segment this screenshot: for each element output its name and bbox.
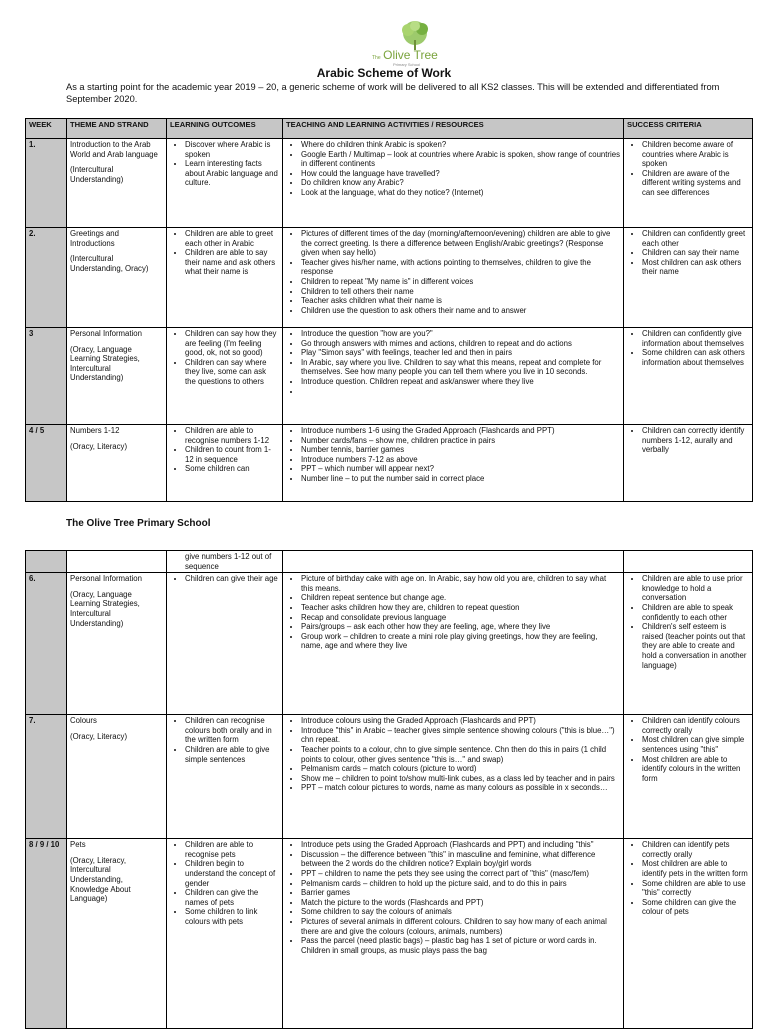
theme-cell (67, 139, 167, 228)
list-item: • Children can say how they are feeling (I'm feeling good, ok, not so good) (185, 329, 279, 358)
list-item: • Children can identify colours correctly orally (642, 716, 749, 735)
header-criteria: SUCCESS CRITERIA (624, 119, 753, 139)
header-week: WEEK (26, 119, 67, 139)
theme-cell (67, 551, 167, 573)
list-item: • PPT – which number will appear next? (301, 464, 620, 474)
week-cell: 6. (26, 573, 67, 715)
theme-strand: (Oracy, Language Learning Strategies, Intercultural Understanding) (70, 344, 140, 383)
logo-prefix: The (372, 55, 381, 61)
activities-list (286, 140, 620, 198)
activities-cell (283, 715, 624, 839)
criteria-cell (624, 425, 753, 502)
logo-brand: Olive Tree (383, 48, 438, 62)
theme-cell (67, 715, 167, 839)
outcomes-list (170, 229, 279, 277)
outcomes-list (170, 140, 279, 188)
list-item: • Children are aware of the different writing systems and can see differences (642, 169, 749, 198)
list-item: • Discussion – the difference between "this" in masculine and feminine, what difference between the 2 words do the children notice? Explain boy/girl words (301, 850, 620, 869)
outcomes-list (170, 426, 279, 474)
theme-title: Greetings and Introductions (70, 229, 119, 248)
list-item: • Some children can give the colour of pets (642, 898, 749, 917)
criteria-list (627, 329, 749, 367)
list-item: • Children can say where they live, some can ask the questions to others (185, 358, 279, 387)
week-cell: 8 / 9 / 10 (26, 839, 67, 1029)
outcomes-list (170, 574, 279, 584)
list-item: • Introduce numbers 7-12 as above (301, 455, 620, 465)
header-activities: TEACHING AND LEARNING ACTIVITIES / RESOURCES (283, 119, 624, 139)
table-row (26, 139, 753, 228)
theme-title: Personal Information (70, 329, 142, 338)
list-item: • Children to repeat "My name is" in different voices (301, 277, 620, 287)
criteria-cell (624, 839, 753, 1029)
header-theme: THEME AND STRAND (67, 119, 167, 139)
table-row (26, 839, 753, 1029)
table-row (26, 715, 753, 839)
activities-list (286, 229, 620, 315)
list-item: • Google Earth / Multimap – look at countries where Arabic is spoken, show range of countries in different continents (301, 150, 620, 169)
school-name: The Olive Tree Primary School (66, 518, 211, 529)
outcomes-cell (167, 425, 283, 502)
list-item: • Children to count from 1-12 in sequence (185, 445, 279, 464)
list-item: • Pictures of different times of the day (morning/afternoon/evening) children are able to give the correct greeting. Is there a difference between English/Arabic greetings? (Response given when say hello) (301, 229, 620, 258)
criteria-list (627, 840, 749, 917)
list-item: • Where do children think Arabic is spoken? (301, 140, 620, 150)
list-item: • Children to tell others their name (301, 287, 620, 297)
theme-strand: (Intercultural Understanding) (70, 165, 124, 184)
list-item: • Learn interesting facts about Arabic language and culture. (185, 159, 279, 188)
list-item: • Discover where Arabic is spoken (185, 140, 279, 159)
activities-cell (283, 328, 624, 425)
list-item: • Pelmanism cards – children to hold up the picture said, and to do this in pairs (301, 879, 620, 889)
outcomes-list (170, 840, 279, 926)
week-cell: 7. (26, 715, 67, 839)
list-item: • Children's self esteem is raised (teacher points out that they are able to create and hold a conversation in another language) (642, 622, 749, 670)
outcomes-cell (167, 328, 283, 425)
theme-strand: (Oracy, Language Learning Strategies, Intercultural Understanding) (70, 589, 140, 628)
criteria-list (627, 574, 749, 670)
outcomes-cell (167, 573, 283, 715)
theme-strand: (Oracy, Literacy) (70, 441, 128, 451)
list-item: • Picture of birthday cake with age on. In Arabic, say how old you are, children to say what this means. (301, 574, 620, 593)
list-item: • Teacher asks children how they are, children to repeat question (301, 603, 620, 613)
list-item: • Number cards/fans – show me, children practice in pairs (301, 436, 620, 446)
theme-title: Pets (70, 840, 86, 850)
list-item: • Children become aware of countries where Arabic is spoken (642, 140, 749, 169)
list-item: • Children are able to give simple sentences (185, 745, 279, 764)
outcomes-cell (167, 715, 283, 839)
list-item: • Children can recognise colours both orally and in the written form (185, 716, 279, 745)
table-row-continuation (26, 551, 753, 573)
activities-cell (283, 839, 624, 1029)
activities-cell (283, 551, 624, 573)
list-item: • Introduce numbers 1-6 using the Graded Approach (Flashcards and PPT) (301, 426, 620, 436)
week-cell: 2. (26, 228, 67, 328)
theme-cell (67, 573, 167, 715)
list-item: • Number line – to put the number said in correct place (301, 474, 620, 484)
list-item: • Children repeat sentence but change age. (301, 593, 620, 603)
list-item: • Children can give their age (185, 574, 279, 584)
table-row (26, 573, 753, 715)
criteria-cell (624, 715, 753, 839)
activities-cell (283, 573, 624, 715)
list-item: • Number tennis, barrier games (301, 445, 620, 455)
list-item: • Look at the language, what do they notice? (Internet) (301, 188, 620, 198)
activities-list (286, 574, 620, 651)
list-item: • Most children can give simple sentences using "this" (642, 735, 749, 754)
table-row (26, 228, 753, 328)
outcomes-cell (167, 228, 283, 328)
criteria-cell (624, 139, 753, 228)
table-header-row (26, 119, 753, 139)
activities-list (286, 840, 620, 955)
list-item: • PPT – children to name the pets they see using the correct part of "this" (masc/fem) (301, 869, 620, 879)
list-item: • Some children to say the colours of animals (301, 907, 620, 917)
list-item: • Some children can ask others information about themselves (642, 348, 749, 367)
theme-title: Colours (70, 716, 97, 726)
list-item: • Most children can ask others their name (642, 258, 749, 277)
list-item: • Pelmanism cards – match colours (picture to word) (301, 764, 620, 774)
page-title: Arabic Scheme of Work (316, 66, 452, 80)
list-item: • Children can correctly identify numbers 1-12, aurally and verbally (642, 426, 749, 455)
list-item: • Some children are able to use "this" correctly (642, 879, 749, 898)
list-item: • Most children are able to identify pets in the written form (642, 859, 749, 878)
theme-cell (67, 425, 167, 502)
scheme-table-page-1 (25, 118, 753, 502)
activities-list (286, 716, 620, 793)
theme-cell (67, 228, 167, 328)
criteria-cell (624, 328, 753, 425)
list-item: • Children can confidently greet each other (642, 229, 749, 248)
list-item: • Recap and consolidate previous language (301, 613, 620, 623)
theme-title: Introduction to the Arab World and Arab language (70, 140, 158, 159)
list-item: • How could the language have travelled? (301, 169, 620, 179)
theme-strand: (Oracy, Literacy) (70, 731, 128, 741)
activities-cell (283, 139, 624, 228)
list-item: • Children begin to understand the concept of gender (185, 859, 279, 888)
criteria-list (627, 140, 749, 198)
activities-list (286, 426, 620, 484)
outcomes-list (170, 329, 279, 387)
continuation-text: give numbers 1-12 out of sequence (185, 552, 272, 571)
week-cell: 1. (26, 139, 67, 228)
list-item: • Teacher asks children what their name is (301, 296, 620, 306)
list-item: • Children can give the names of pets (185, 888, 279, 907)
logo-wordmark (372, 48, 452, 62)
list-item: • Show me – children to point to/show multi-link cubes, as a class led by teacher and in pairs (301, 774, 620, 784)
list-item: • Barrier games (301, 888, 620, 898)
list-item: • Children are able to greet each other in Arabic (185, 229, 279, 248)
list-item: • Children use the question to ask others their name and to answer (301, 306, 620, 316)
list-item: • Teacher gives his/her name, with actions pointing to themselves, children to give the response (301, 258, 620, 277)
list-item: • Introduce the question "how are you?" (301, 329, 620, 339)
theme-strand: (Oracy, Literacy, Intercultural Understanding, Knowledge About Language) (70, 855, 131, 904)
list-item: • Introduce colours using the Graded Approach (Flashcards and PPT) (301, 716, 620, 726)
activities-list (286, 329, 620, 396)
criteria-cell (624, 573, 753, 715)
scheme-table-page-2 (25, 550, 753, 1029)
activities-cell (283, 425, 624, 502)
list-item: • Go through answers with mimes and actions, children to repeat and do actions (301, 339, 620, 349)
list-item: • Some children can (185, 464, 279, 474)
list-item: • Introduce "this" in Arabic – teacher gives simple sentence showing colours ("this is blue…") chn repeat. (301, 726, 620, 745)
list-item: • PPT – match colour pictures to words, name as many colours as possible in x seconds… (301, 783, 620, 793)
list-item: • Children are able to say their name and ask others what their name is (185, 248, 279, 277)
activities-cell (283, 228, 624, 328)
outcomes-cell (167, 139, 283, 228)
list-item: • Do children know any Arabic? (301, 178, 620, 188)
week-cell: 3 (26, 328, 67, 425)
theme-cell (67, 328, 167, 425)
criteria-list (627, 716, 749, 783)
theme-strand: (Intercultural Understanding, Oracy) (70, 254, 149, 273)
header-outcomes: LEARNING OUTCOMES (167, 119, 283, 139)
list-item: • In Arabic, say where you live. Children to say what this means, repeat and complete for themselves. See how many people you can tell them where you live in 10 seconds. (301, 358, 620, 377)
criteria-list (627, 426, 749, 455)
list-item: • Children can identify pets correctly orally (642, 840, 749, 859)
week-cell (26, 551, 67, 573)
week-cell: 4 / 5 (26, 425, 67, 502)
intro-paragraph: As a starting point for the academic year 2019 – 20, a generic scheme of work will be delivered to all KS2 classes. This will be extended and differentiated from September 2020. (66, 82, 720, 104)
theme-title: Personal Information (70, 574, 142, 584)
list-item: • Introduce pets using the Graded Approach (Flashcards and PPT) and including "this" (301, 840, 620, 850)
theme-title: Numbers 1-12 (70, 426, 120, 435)
list-item: • Children are able to use prior knowledge to hold a conversation (642, 574, 749, 603)
list-item: • Children are able to recognise pets (185, 840, 279, 859)
criteria-list (627, 229, 749, 277)
outcomes-list (170, 716, 279, 764)
list-item: • Pairs/groups – ask each other how they are feeling, age, where they live (301, 622, 620, 632)
table-row (26, 328, 753, 425)
criteria-cell (624, 228, 753, 328)
criteria-cell (624, 551, 753, 573)
list-item: • Some children to link colours with pets (185, 907, 279, 926)
list-item: • Pictures of several animals in different colours. Children to say how many of each animal there are and give the colours (colours, animals, numbers) (301, 917, 620, 936)
list-item: • Group work – children to create a mini role play giving greetings, how they are feeling, name, age and where they live (301, 632, 620, 651)
list-item: • Children can say their name (642, 248, 749, 258)
list-item: • Introduce question. Children repeat and ask/answer where they live (301, 377, 620, 387)
list-item: • Children are able to recognise numbers 1-12 (185, 426, 279, 445)
list-item: • Most children are able to identify colours in the written form (642, 755, 749, 784)
list-item: • Match the picture to the words (Flashcards and PPT) (301, 898, 620, 908)
list-item: • Pass the parcel (need plastic bags) – plastic bag has 1 set of picture or word cards in. Children in small groups, as music plays pass the bag (301, 936, 620, 955)
list-item: • Teacher points to a colour, chn to give simple sentence. Chn then do this in pairs (1 child points to colour, other gives sentence "this is…" and swap) (301, 745, 620, 764)
outcomes-cell (167, 551, 283, 573)
logo-subtitle: Primary School (393, 62, 421, 67)
list-item (301, 387, 620, 397)
outcomes-cell (167, 839, 283, 1029)
list-item: • Children can confidently give information about themselves (642, 329, 749, 348)
list-item: • Play "Simon says" with feelings, teacher led and then in pairs (301, 348, 620, 358)
theme-cell (67, 839, 167, 1029)
table-row (26, 425, 753, 502)
list-item: • Children are able to speak confidently to each other (642, 603, 749, 622)
